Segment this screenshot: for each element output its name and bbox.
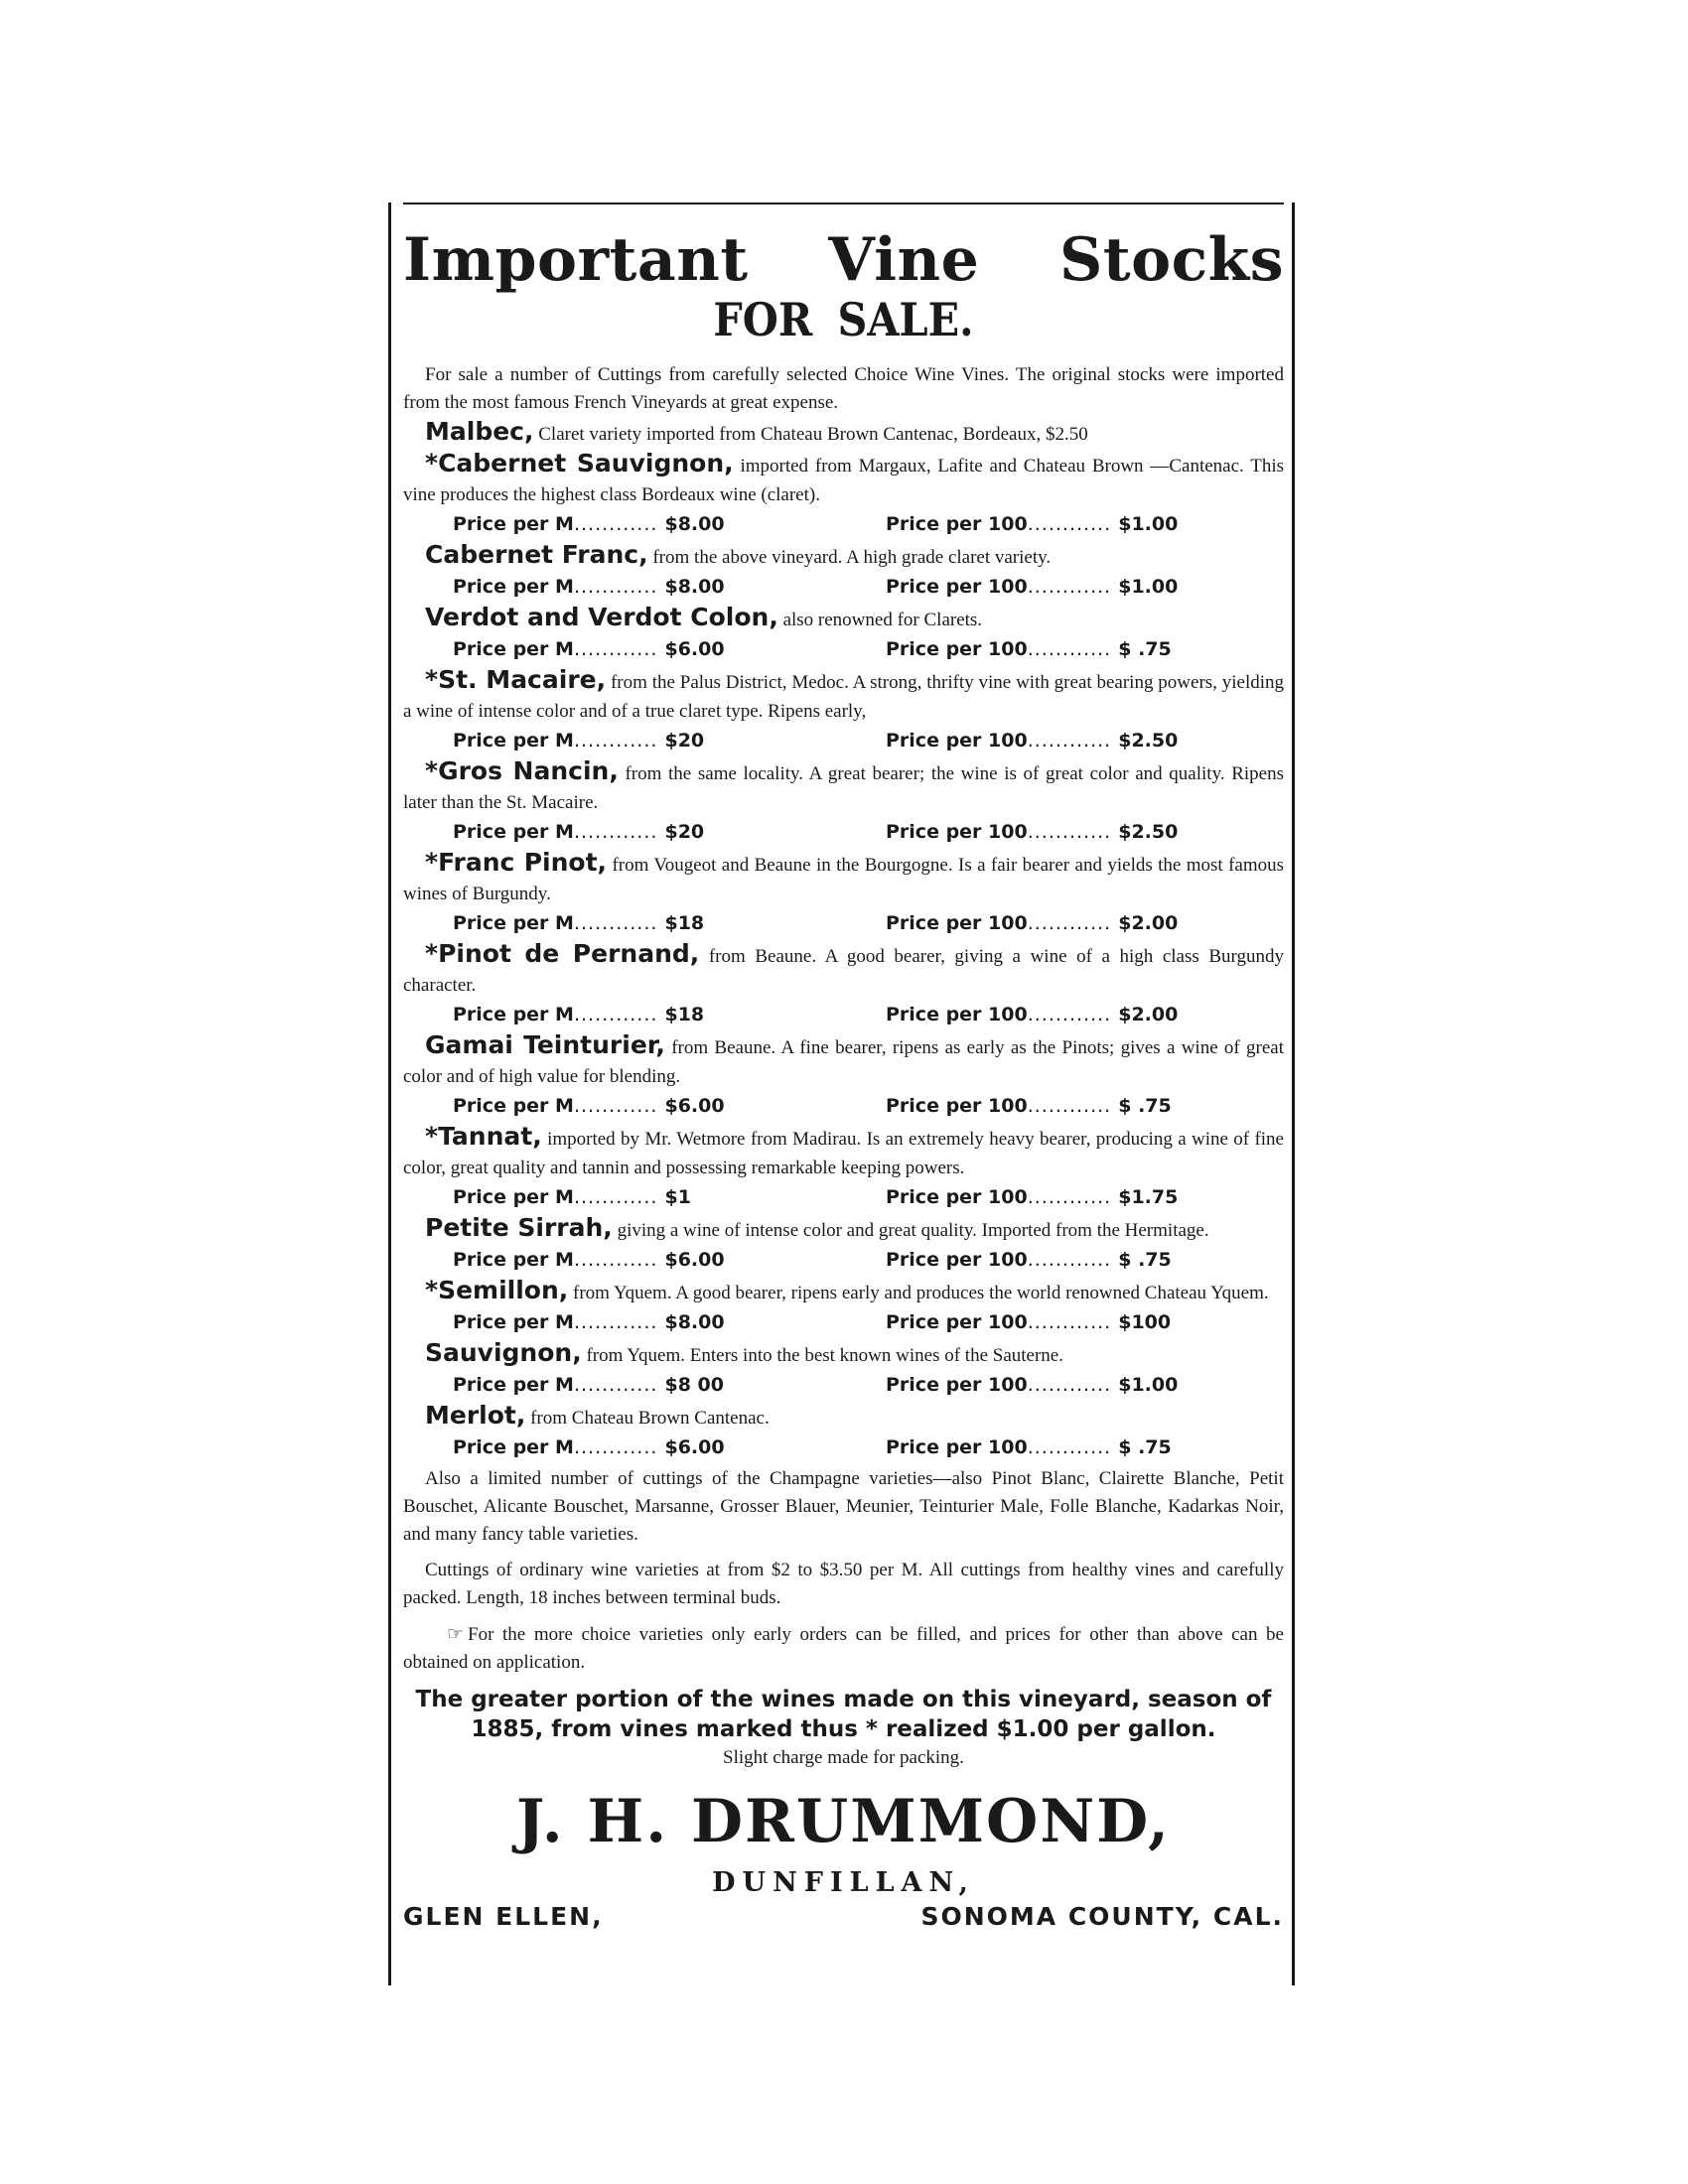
variety-description: imported by Mr. Wetmore from Madirau. Is an extremely heavy bearer, producing a wine of fine color, great quality and tannin and possessing remarkable keeping powers. — [403, 1129, 1284, 1178]
price-per-100-label: Price per 100 — [886, 1186, 1028, 1208]
price-row — [403, 1433, 1284, 1463]
price-per-100: Price per 100............ $1.00 — [886, 1374, 1179, 1396]
variety-name: *Gros Nancin, — [425, 756, 619, 785]
variety-entry — [403, 1122, 1284, 1182]
variety-name: *Franc Pinot, — [425, 848, 608, 877]
subheadline-word: FOR — [713, 293, 813, 346]
variety-description: from Chateau Brown Cantenac. — [530, 1408, 770, 1429]
variety-name: *Semillon, — [425, 1276, 569, 1304]
variety-description: from Yquem. Enters into the best known wines of the Sauterne. — [586, 1345, 1063, 1366]
price-row — [403, 726, 1284, 756]
price-row — [403, 817, 1284, 848]
variety-entry — [403, 1338, 1284, 1370]
variety-name: *Pinot de Pernand, — [425, 939, 700, 968]
seller-name: J. H. DRUMMOND, — [516, 1787, 1171, 1856]
price-per-100: Price per 100............ $ .75 — [886, 1249, 1172, 1271]
variety-name: Cabernet Franc, — [425, 540, 648, 569]
price-per-100-label: Price per 100 — [886, 1004, 1028, 1025]
price-per-m-label: Price per M — [453, 1436, 574, 1458]
subheadline — [447, 292, 1239, 347]
price-per-m-label: Price per M — [453, 1186, 574, 1208]
price-per-100-value: $ .75 — [1118, 1249, 1172, 1271]
variety-entry — [403, 540, 1284, 572]
choice-note-text: For the more choice varieties only early orders can be filled, and prices for other than above can be obtained on application. — [403, 1624, 1284, 1673]
price-per-m: Price per M............ $6.00 — [453, 1249, 725, 1271]
headline — [403, 224, 1284, 296]
subheadline-word: SALE. — [837, 293, 974, 346]
price-per-100-label: Price per 100 — [886, 821, 1028, 843]
price-per-m-label: Price per M — [453, 730, 574, 751]
price-per-100-value: $1.75 — [1118, 1186, 1179, 1208]
estate-name: DUNFILLAN, — [712, 1867, 975, 1898]
variety-description: from Vougeot and Beaune in the Bourgogne. Is a fair bearer and yields the most famous wines of Burgundy. — [403, 855, 1285, 904]
price-row — [403, 1370, 1284, 1401]
variety-list — [403, 417, 1284, 1463]
price-per-m-label: Price per M — [453, 576, 574, 598]
price-per-m: Price per M............ $6.00 — [453, 1095, 725, 1117]
price-per-m-label: Price per M — [453, 912, 574, 934]
price-per-m-value: $8.00 — [664, 513, 725, 535]
price-per-m-label: Price per M — [453, 1004, 574, 1025]
price-per-100-label: Price per 100 — [886, 912, 1028, 934]
variety-entry — [403, 1030, 1284, 1091]
price-per-m-value: $6.00 — [664, 638, 725, 660]
variety-description: from Beaune. A fine bearer, ripens as early as the Pinots; gives a wine of great color and of high value for blending. — [403, 1037, 1284, 1087]
price-per-100-label: Price per 100 — [886, 513, 1028, 535]
price-per-100-value: $ .75 — [1118, 1436, 1172, 1458]
price-per-100-label: Price per 100 — [886, 576, 1028, 598]
price-per-m: Price per M............ $20 — [453, 730, 705, 751]
variety-entry — [403, 939, 1284, 1000]
price-per-100: Price per 100............ $ .75 — [886, 1095, 1172, 1117]
price-per-m-value: $20 — [664, 730, 705, 751]
price-per-m: Price per M............ $8 00 — [453, 1374, 724, 1396]
price-per-100-value: $1.00 — [1118, 576, 1179, 598]
variety-entry — [403, 848, 1284, 908]
price-per-m-value: $18 — [664, 912, 705, 934]
variety-name: Verdot and Verdot Colon, — [425, 603, 778, 631]
price-per-m: Price per M............ $18 — [453, 1004, 705, 1025]
price-per-100: Price per 100............ $2.50 — [886, 821, 1179, 843]
variety-description: from Yquem. A good bearer, ripens early and produces the world renowned Chateau Yquem. — [573, 1283, 1269, 1303]
variety-description: Claret variety imported from Chateau Brown Cantenac, Bordeaux, $2.50 — [538, 424, 1088, 445]
price-per-m-value: $8 00 — [664, 1374, 724, 1396]
advertisement — [388, 203, 1295, 1985]
price-row — [403, 908, 1284, 939]
variety-entry — [403, 603, 1284, 634]
price-per-100-label: Price per 100 — [886, 638, 1028, 660]
price-per-100: Price per 100............ $ .75 — [886, 1436, 1172, 1458]
price-per-m-value: $8.00 — [664, 1311, 725, 1333]
greater-portion-notice: The greater portion of the wines made on this vineyard, season of 1885, from vines marked thus * realized $1.00 per gallon. — [415, 1687, 1272, 1742]
price-per-100-label: Price per 100 — [886, 1095, 1028, 1117]
price-per-m-value: $6.00 — [664, 1436, 725, 1458]
price-per-m-label: Price per M — [453, 1249, 574, 1271]
price-per-m-label: Price per M — [453, 1095, 574, 1117]
price-per-100: Price per 100............ $1.00 — [886, 576, 1179, 598]
address-county: SONOMA COUNTY, CAL. — [920, 1902, 1284, 1931]
advertisement-content — [403, 203, 1284, 1933]
variety-entry — [403, 1213, 1284, 1245]
price-row — [403, 509, 1284, 540]
price-per-100-value: $ .75 — [1118, 1095, 1172, 1117]
variety-entry — [403, 417, 1284, 449]
variety-name: Sauvignon, — [425, 1338, 582, 1367]
price-per-m: Price per M............ $18 — [453, 912, 705, 934]
variety-description: from the above vineyard. A high grade claret variety. — [652, 547, 1052, 568]
address-line — [403, 1901, 1284, 1933]
price-per-100-label: Price per 100 — [886, 1436, 1028, 1458]
variety-description: also renowned for Clarets. — [782, 610, 983, 630]
headline-word: Stocks — [1059, 225, 1284, 295]
price-per-100: Price per 100............ $ .75 — [886, 638, 1172, 660]
variety-description: imported from Margaux, Lafite and Chateau Brown —Cantenac. This vine produces the highest class Bordeaux wine (claret). — [403, 456, 1285, 505]
intro-paragraph: For sale a number of Cuttings from carefully selected Choice Wine Vines. The original stocks were imported from the most famous French Vineyards at great expense. — [403, 364, 1284, 413]
price-per-m-label: Price per M — [453, 638, 574, 660]
price-row — [403, 1245, 1284, 1276]
variety-entry — [403, 1401, 1284, 1433]
packing-note: Slight charge made for packing. — [723, 1747, 964, 1768]
variety-description: giving a wine of intense color and great quality. Imported from the Hermitage. — [617, 1220, 1209, 1241]
price-per-m-label: Price per M — [453, 513, 574, 535]
price-per-100-label: Price per 100 — [886, 730, 1028, 751]
price-row — [403, 1091, 1284, 1122]
price-per-m-value: $6.00 — [664, 1095, 725, 1117]
price-per-100-value: $ .75 — [1118, 638, 1172, 660]
pointing-hand-icon: ☞ — [447, 1623, 465, 1645]
price-row — [403, 1307, 1284, 1338]
price-row — [403, 634, 1284, 665]
price-per-100-value: $100 — [1118, 1311, 1172, 1333]
variety-name: *Tannat, — [425, 1122, 542, 1151]
variety-name: *Cabernet Sauvignon, — [425, 449, 734, 478]
price-per-m: Price per M............ $20 — [453, 821, 705, 843]
price-per-100: Price per 100............ $100 — [886, 1311, 1172, 1333]
price-per-100-value: $1.00 — [1118, 1374, 1179, 1396]
price-per-m-value: $1 — [664, 1186, 691, 1208]
price-per-m-value: $18 — [664, 1004, 705, 1025]
headline-word: Vine — [828, 225, 980, 295]
top-rule — [403, 203, 1284, 205]
price-per-100-value: $1.00 — [1118, 513, 1179, 535]
price-per-100-label: Price per 100 — [886, 1374, 1028, 1396]
price-per-100-value: $2.50 — [1118, 730, 1179, 751]
price-per-m: Price per M............ $6.00 — [453, 638, 725, 660]
price-per-100-value: $2.50 — [1118, 821, 1179, 843]
price-per-m-label: Price per M — [453, 1311, 574, 1333]
variety-name: Malbec, — [425, 417, 534, 446]
variety-entry — [403, 756, 1284, 817]
price-per-100: Price per 100............ $2.00 — [886, 912, 1179, 934]
price-per-m-value: $20 — [664, 821, 705, 843]
also-paragraph: Also a limited number of cuttings of the Champagne varieties—also Pinot Blanc, Clairette Blanche, Petit Bouschet, Alicante Bouschet, Marsanne, Grosser Blauer, Meunier, Teinturier Male, Folle Blanche, Kadarkas Noir, and many fancy table varieties. — [403, 1468, 1284, 1545]
price-row — [403, 1182, 1284, 1213]
price-per-100: Price per 100............ $1.75 — [886, 1186, 1179, 1208]
price-per-m-label: Price per M — [453, 1374, 574, 1396]
price-per-100-value: $2.00 — [1118, 912, 1179, 934]
price-per-m-value: $6.00 — [664, 1249, 725, 1271]
price-per-100-value: $2.00 — [1118, 1004, 1179, 1025]
price-per-m-value: $8.00 — [664, 576, 725, 598]
price-per-m: Price per M............ $8.00 — [453, 1311, 725, 1333]
price-per-100: Price per 100............ $2.00 — [886, 1004, 1179, 1025]
choice-note — [403, 1620, 1284, 1677]
headline-word: Important — [403, 225, 749, 295]
price-per-m: Price per M............ $6.00 — [453, 1436, 725, 1458]
price-per-m-label: Price per M — [453, 821, 574, 843]
price-per-100: Price per 100............ $1.00 — [886, 513, 1179, 535]
variety-entry — [403, 1276, 1284, 1307]
price-row — [403, 572, 1284, 603]
ordinary-paragraph: Cuttings of ordinary wine varieties at from $2 to $3.50 per M. All cuttings from healthy vines and carefully packed. Length, 18 inches between terminal buds. — [403, 1560, 1284, 1608]
price-per-100: Price per 100............ $2.50 — [886, 730, 1179, 751]
price-row — [403, 1000, 1284, 1030]
price-per-100-label: Price per 100 — [886, 1249, 1028, 1271]
variety-description: from the same locality. A great bearer; the wine is of great color and quality. Ripens later than the St. Macaire. — [403, 763, 1284, 813]
price-per-m: Price per M............ $8.00 — [453, 513, 725, 535]
address-town: GLEN ELLEN, — [403, 1902, 604, 1931]
variety-entry — [403, 665, 1284, 726]
variety-description: from the Palus District, Medoc. A strong, thrifty vine with great bearing powers, yielding a wine of intense color and of a true claret type. Ripens early, — [403, 672, 1285, 722]
price-per-m: Price per M............ $8.00 — [453, 576, 725, 598]
variety-name: *St. Macaire, — [425, 665, 607, 694]
variety-entry — [403, 449, 1284, 509]
price-per-100-label: Price per 100 — [886, 1311, 1028, 1333]
variety-description: from Beaune. A good bearer, giving a wine of a high class Burgundy character. — [403, 946, 1284, 996]
price-per-m: Price per M............ $1 — [453, 1186, 691, 1208]
variety-name: Gamai Teinturier, — [425, 1030, 665, 1059]
variety-name: Petite Sirrah, — [425, 1213, 613, 1242]
variety-name: Merlot, — [425, 1401, 526, 1430]
